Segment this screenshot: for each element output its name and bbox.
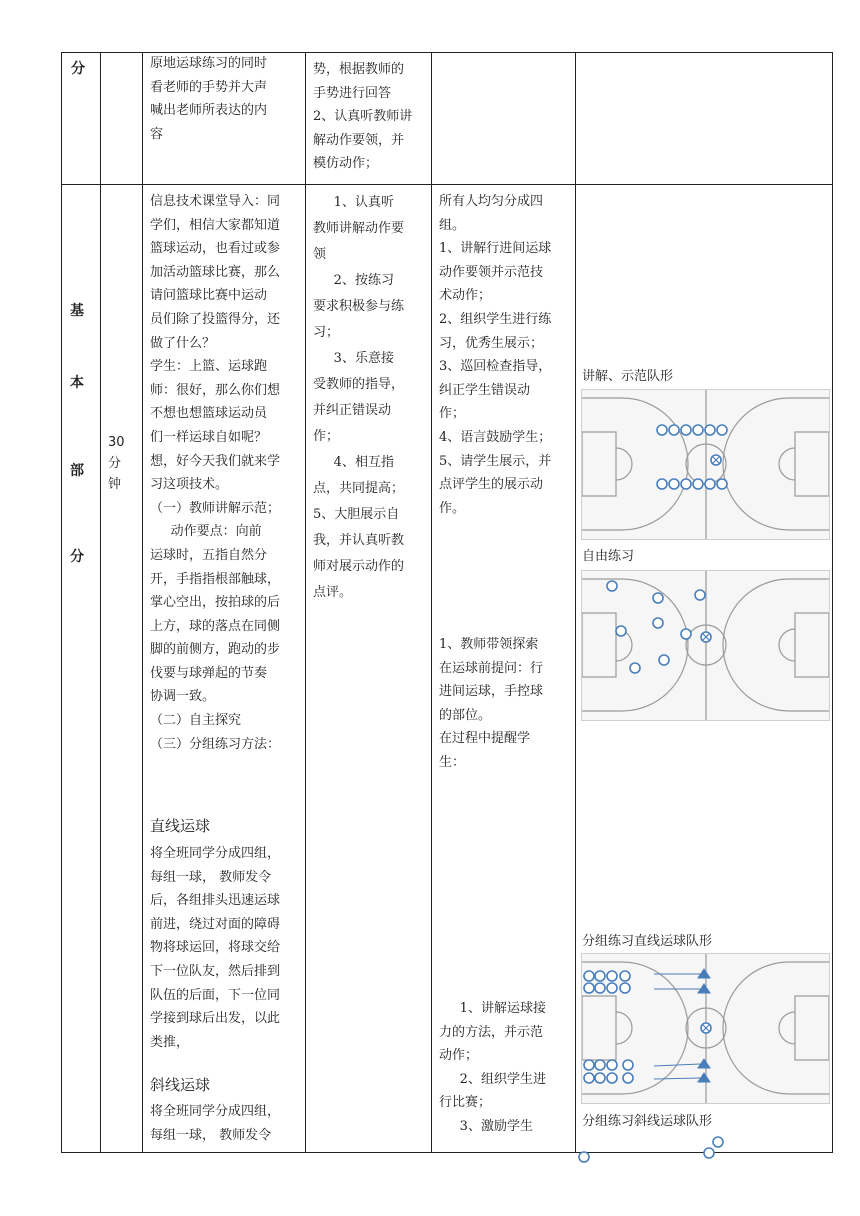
section-label: 分	[71, 61, 85, 77]
student-activity-text: 1、认真听 教师讲解动作要 领 2、按练习 要求积极参与练 习； 3、乐意接 受教师的指导， 并纠正错误动 作； 4、相互指 点，共同提高； 5、大胆展示自 我，并认真听教 师对展示动作的 点评。	[313, 195, 405, 600]
col-border	[100, 52, 101, 1153]
court-diagram-demo	[581, 389, 830, 540]
col-border	[832, 52, 833, 1153]
teacher-activity-text: 1、讲解运球接 力的方法，并示范 动作； 2、组织学生进 行比赛； 3、激励学生	[439, 1001, 546, 1134]
section-label-char: 基	[70, 303, 84, 319]
section-label-char: 部	[70, 463, 84, 479]
formation-caption: 讲解、示范队形	[582, 369, 674, 384]
section-label-char: 本	[70, 375, 84, 391]
section-label-char: 分	[70, 549, 84, 565]
court-diagram-free	[581, 570, 830, 721]
teacher-activity-text: 1、教师带领探索 在运球前提问：行 进间运球，手控球 的部位。 在过程中提醒学 生：	[439, 637, 544, 770]
content-text: 将全班同学分成四组， 每组一球， 教师发令 后，各组排头迅速运球 前进，绕过对面的障碍 物将球运回，将球交给 下一位队友，然后排到 队伍的后面，下一位同 学接到球后出发，以此 类推，	[150, 846, 281, 1050]
row-divider	[61, 184, 833, 185]
content-text: 原地运球练习的同时 看老师的手势并大声 喊出老师所表达的内 容	[150, 56, 268, 142]
col-border	[142, 52, 143, 1153]
formation-caption: 自由练习	[582, 549, 635, 564]
content-text: 信息技术课堂导入：同 学们，相信大家都知道 篮球运动，也看过或参 加活动篮球比赛，那么 请问篮球比赛中运动 员们除了投篮得分，还 做了什么？ 学生：上篮、运球跑 师：很好，那么你们想 不想也想篮球运动员 们一样运球自如呢？ 想，好今天我们就来学 习这项技术。 （一）教师讲解示范； 动作要点：向前 运球时，五指自然分 开，手指指根部触球， 掌心空出，按拍球的后 上方，球的落点在同侧 脚的前侧方，跑动的步 伐要与球弹起的节奏 协调一致。 （二）自主探究 （三）分组练习方法：	[150, 194, 281, 752]
student-activity-text: 势，根据教师的 手势进行回答 2、认真听教师讲 解动作要领，并 模仿动作；	[313, 62, 413, 171]
section-heading-straight: 直线运球	[150, 817, 211, 835]
col-border	[575, 52, 576, 1153]
teacher-activity-text: 所有人均匀分成四 组。 1、讲解行进间运球 动作要领并示范技 术动作； 2、组织学生进行练 习，优秀生展示； 3、巡回检查指导， 纠正学生错误动 作； 4、语言鼓励学生； 5、请学生展示，并 点评学生的展示动 作。	[439, 194, 552, 516]
time-label: 30 分 钟	[108, 435, 125, 492]
section-heading-diagonal: 斜线运球	[150, 1076, 211, 1094]
formation-caption: 分组练习斜线运球队形	[582, 1114, 713, 1129]
col-border	[431, 52, 432, 1153]
col-border	[61, 52, 62, 1153]
content-text: 将全班同学分成四组， 每组一球， 教师发令	[150, 1104, 281, 1143]
formation-caption: 分组练习直线运球队形	[582, 934, 713, 949]
diagonal-formation-markers	[575, 1132, 735, 1166]
court-diagram-straight	[581, 953, 830, 1104]
